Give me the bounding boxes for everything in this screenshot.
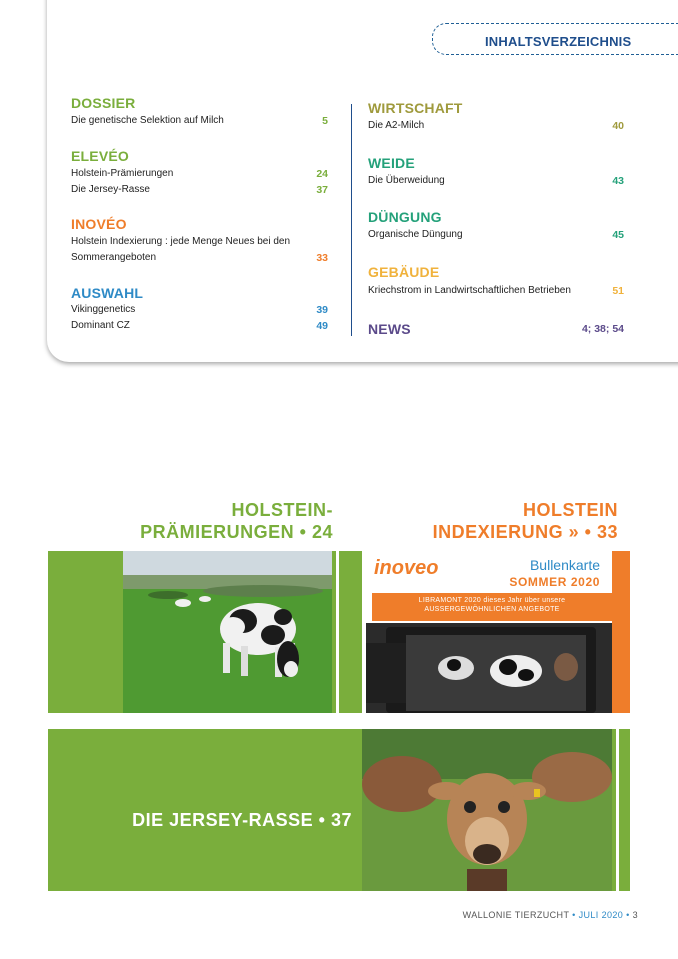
green-bar-right2 — [612, 729, 630, 891]
toc-entry[interactable]: Organische Düngung — [368, 229, 463, 240]
section-dossier[interactable]: DOSSIER — [71, 95, 136, 111]
section-eleveo[interactable]: ELEVÉO — [71, 148, 129, 164]
footer-page-number: 3 — [632, 910, 638, 920]
toc-page-number: 33 — [316, 252, 328, 264]
footer-publication: WALLONIE TIERZUCHT — [462, 910, 570, 920]
toc-entry[interactable]: Kriechstrom in Landwirtschaftlichen Betrieben — [368, 285, 571, 296]
section-news[interactable]: NEWS — [368, 321, 411, 337]
toc-page-number: 5 — [322, 115, 328, 127]
toc-entry[interactable]: Holstein-Prämierungen — [71, 168, 174, 179]
feature-indexierung-line2: INDEXIERUNG » • 33 — [432, 522, 618, 542]
jersey-cow-photo[interactable] — [362, 729, 612, 891]
ad-title: Bullenkarte — [529, 557, 600, 573]
toc-entry[interactable]: Die genetische Selektion auf Milch — [71, 115, 224, 126]
feature-indexierung-line1: HOLSTEIN — [522, 500, 618, 520]
ad-banner-line1: LIBRAMONT 2020 dieses Jahr über unsere — [418, 597, 566, 604]
section-wirtschaft[interactable]: WIRTSCHAFT — [368, 100, 463, 116]
feature-holstein-title[interactable] — [100, 499, 333, 543]
feature-holstein-line1: HOLSTEIN- — [231, 500, 333, 520]
toc-entry[interactable]: Vikinggenetics — [71, 304, 136, 315]
news-pages: 4; 38; 54 — [581, 323, 624, 335]
holstein-cow-photo[interactable] — [123, 551, 332, 713]
section-auswahl[interactable]: AUSWAHL — [71, 285, 144, 301]
toc-entry[interactable]: Dominant CZ — [71, 320, 130, 331]
toc-page-number: 49 — [316, 320, 328, 332]
toc-entry[interactable]: Die Jersey-Rasse — [71, 184, 150, 195]
toc-entry[interactable]: Sommerangeboten — [71, 252, 157, 263]
toc-page-number: 51 — [612, 285, 624, 297]
white-stripe — [336, 551, 339, 713]
footer-separator: • — [572, 910, 576, 920]
page-footer — [463, 910, 638, 920]
toc-title: INHALTSVERZEICHNIS — [485, 34, 632, 49]
section-duengung[interactable]: DÜNGUNG — [368, 209, 442, 225]
feature-indexierung-title[interactable] — [400, 499, 618, 543]
ad-banner-line2: AUSSERGEWÖHNLICHEN ANGEBOTE — [424, 606, 560, 613]
toc-page-number: 40 — [612, 120, 624, 132]
column-divider — [351, 104, 352, 336]
toc-page-number: 39 — [316, 304, 328, 316]
toc-entry[interactable]: Holstein Indexierung : jede Menge Neues bei den — [71, 236, 291, 247]
ad-banner — [372, 593, 612, 621]
white-stripe2 — [616, 729, 619, 891]
toc-entry[interactable]: Die A2-Milch — [368, 120, 425, 131]
toc-page-number: 24 — [316, 168, 328, 180]
ad-subtitle: SOMMER 2020 — [509, 575, 600, 589]
orange-bar — [612, 551, 630, 713]
section-weide[interactable]: WEIDE — [368, 155, 415, 171]
toc-page-number: 43 — [612, 175, 624, 187]
toc-entry[interactable]: Die Überweidung — [368, 175, 445, 186]
feature-holstein-line2: PRÄMIERUNGEN • 24 — [140, 522, 333, 542]
inoveo-catalog-ad[interactable] — [366, 551, 612, 713]
feature-jersey-title[interactable]: DIE JERSEY-RASSE • 37 — [132, 810, 352, 830]
footer-separator: • — [626, 910, 630, 920]
section-gebaeude[interactable]: GEBÄUDE — [368, 264, 440, 280]
green-bar — [48, 551, 123, 713]
footer-date: JULI 2020 — [578, 910, 624, 920]
section-inoveo[interactable]: INOVÉO — [71, 216, 127, 232]
toc-page-number: 45 — [612, 229, 624, 241]
toc-page-number: 37 — [316, 184, 328, 196]
inoveo-logo: inoveo — [374, 557, 439, 579]
